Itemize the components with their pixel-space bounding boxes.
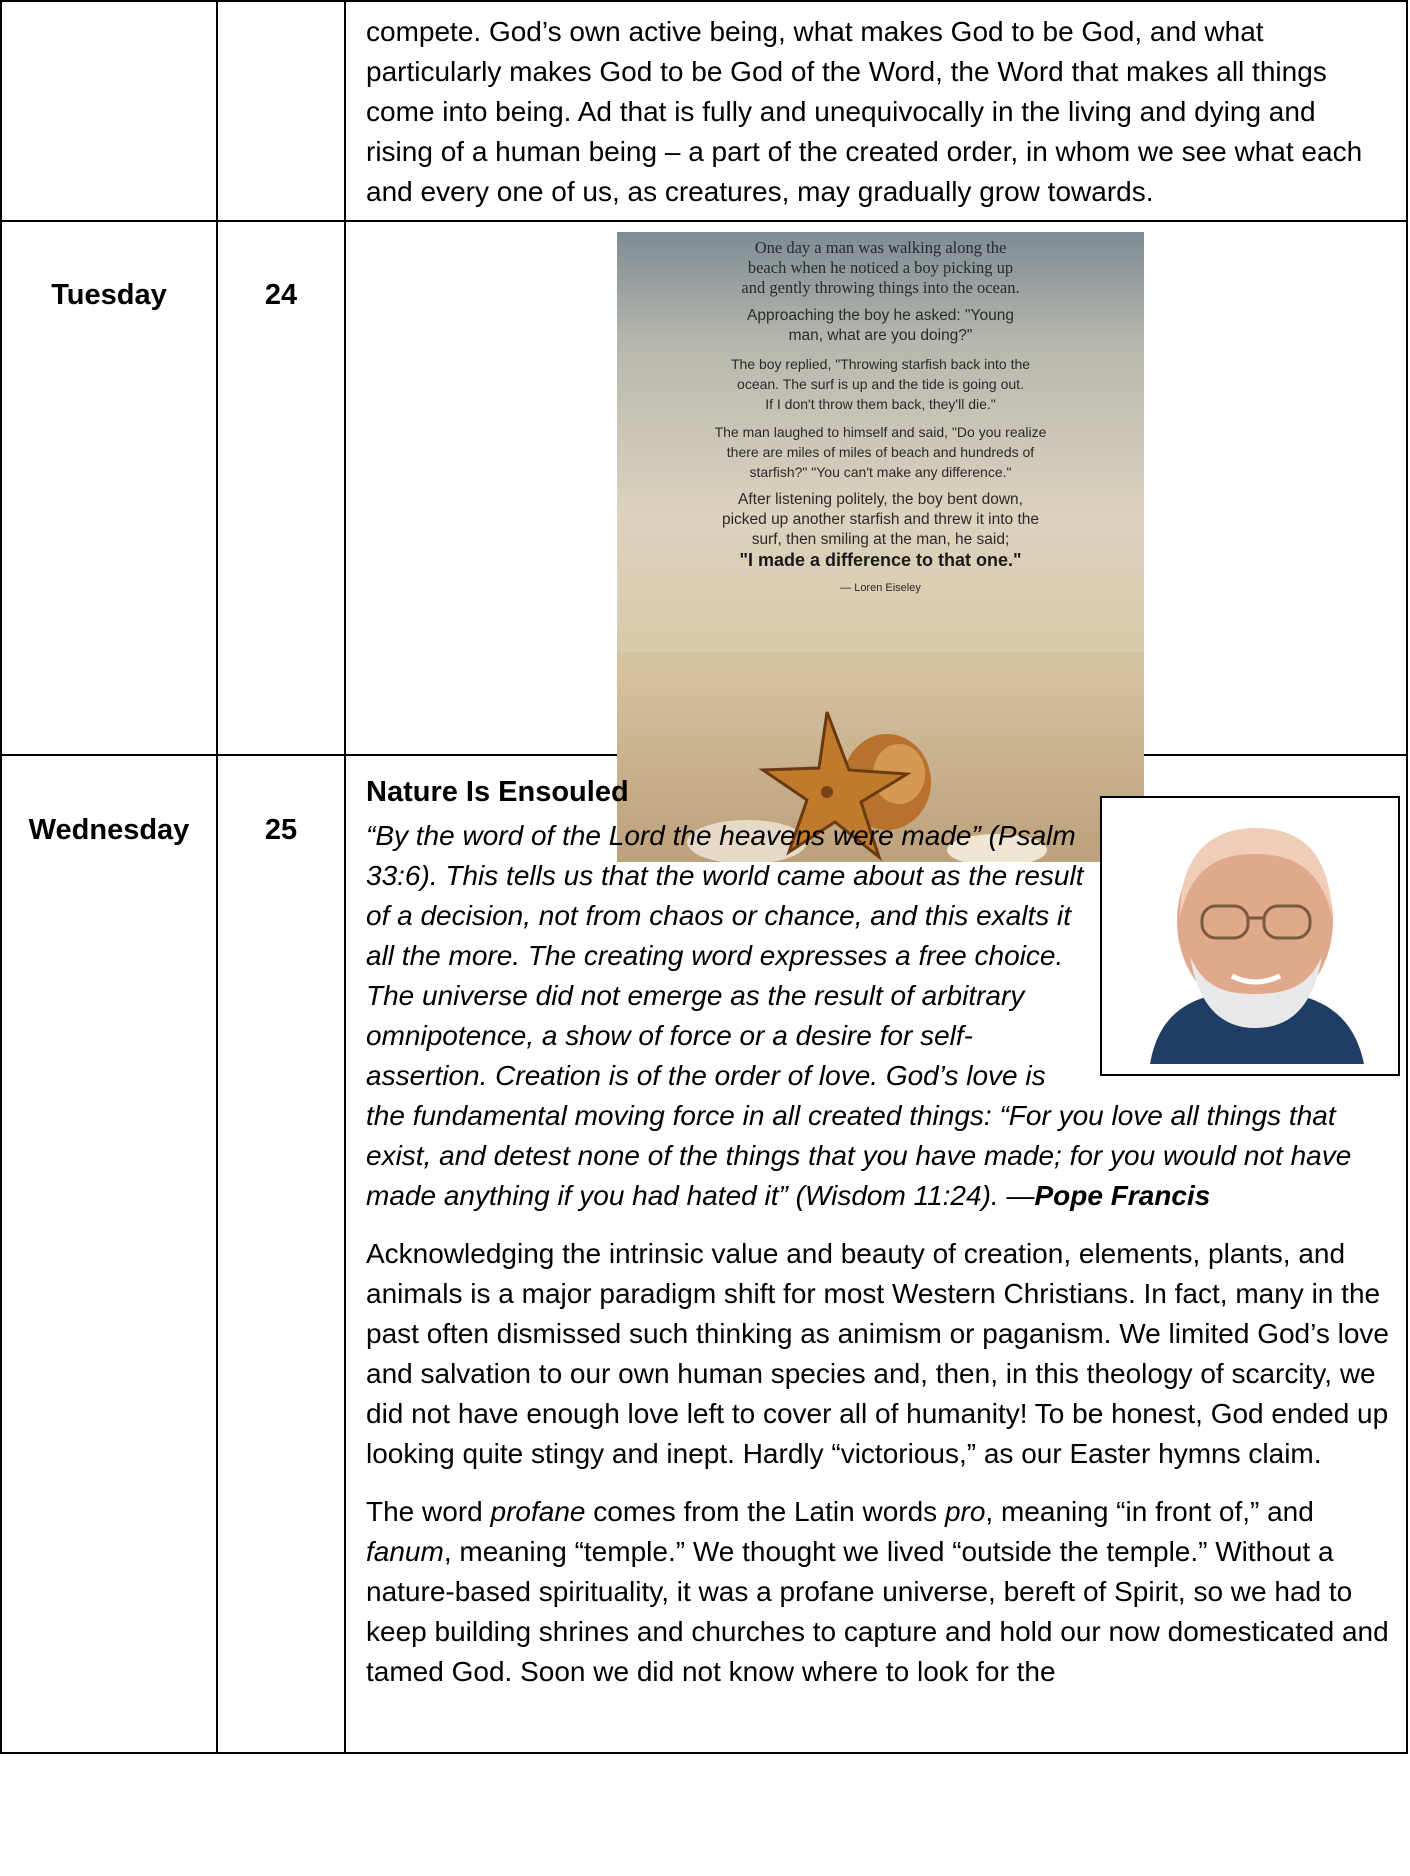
poster-line: beach when he noticed a boy picking up: [747, 258, 1014, 277]
quote-author: Pope Francis: [1034, 1180, 1211, 1211]
body-paragraph: Acknowledging the intrinsic value and beauty of creation, elements, plants, and animals is a major paradigm shift for most Western Christians. In fact, many in the past often dismissed such thinking as animism or paganism. We limited God’s love and salvation to our own human species and, then, in this theology of scarcity, we did not have enough love left to cover all of humanity! To be honest, God ended up looking quite stingy and inept. Hardly “victorious,” as our Easter hymns claim.: [366, 1238, 1389, 1469]
day-cell: [1, 755, 217, 1753]
poster-line: If I don't throw them back, they'll die.": [765, 396, 996, 412]
poster-line: One day a man was walking along the: [754, 238, 1007, 257]
author-photo: [1100, 796, 1400, 1076]
date-cell: [217, 755, 345, 1753]
poster-attribution: — Loren Eiseley: [840, 582, 921, 594]
quote-body: “By the word of the Lord the heavens were made” (Psalm 33:6). This tells us that the world came about as the result of a decision, not from chaos or chance, and this exalts it all the more. The creating word expresses a free choice. The universe did not emerge as the result of arbitrary omnipotence, a show of force or a desire for self-assertion. Creation is of the order of love. God’s love is the fundamental moving force in all created things: “For you love all things that exist, and detest none of the things that you have made; for you would not have made anything if you had hated it” (Wisdom 11:24). —: [366, 820, 1352, 1211]
date-cell: [217, 1, 345, 221]
day-cell: [1, 221, 217, 755]
table-row: [1, 755, 1407, 1753]
day-label: Tuesday: [51, 279, 167, 311]
poster-line: surf, then smiling at the man, he said;: [751, 531, 1010, 548]
poster-line: The man laughed to himself and said, "Do you realize: [714, 424, 1047, 440]
date-label: 25: [264, 814, 298, 846]
poster-line: and gently throwing things into the ocean.: [741, 278, 1020, 297]
poster-line: there are miles of miles of beach and hundreds of: [726, 444, 1035, 460]
date-cell: [217, 221, 345, 755]
content-cell: [345, 221, 1407, 755]
table-row: [1, 1, 1407, 221]
poster-line: The boy replied, "Throwing starfish back into the: [730, 356, 1031, 372]
poster-highlight: "I made a difference to that one.": [739, 550, 1022, 570]
date-label: 24: [264, 279, 298, 311]
content-cell: [345, 755, 1407, 1753]
poster-line: starfish?" "You can't make any difference.": [749, 464, 1012, 480]
day-cell: [1, 1, 217, 221]
poster-line: After listening politely, the boy bent down,: [738, 491, 1023, 508]
poster-line: ocean. The surf is up and the tide is going out.: [737, 376, 1024, 392]
reflection-title: Nature Is Ensouled: [366, 776, 629, 808]
poster-line: man, what are you doing?": [788, 327, 973, 344]
table-row: [1, 221, 1407, 755]
content-cell: [345, 1, 1407, 221]
poster-line: Approaching the boy he asked: "Young: [747, 307, 1014, 324]
reflection-text: compete. God’s own active being, what makes God to be God, and what particularly makes God to be God of the Word, the Word that makes all things come into being. Ad that is fully and unequivocally in the living and dying and rising of a human being – a part of the created order, in whom we see what each and every one of us, as creatures, may gradually grow towards.: [366, 16, 1363, 207]
day-label: Wednesday: [28, 814, 190, 846]
body-paragraph: The word profane comes from the Latin words pro, meaning “in front of,” and fanum, meaning “temple.” We thought we lived “outside the temple.” Without a nature-based spirituality, it was a profane universe, bereft of Spirit, so we had to keep building shrines and churches to capture and hold our now domesticated and tamed God. Soon we did not know where to look for the: [366, 1496, 1389, 1687]
poster-line: picked up another starfish and threw it into the: [721, 511, 1040, 528]
